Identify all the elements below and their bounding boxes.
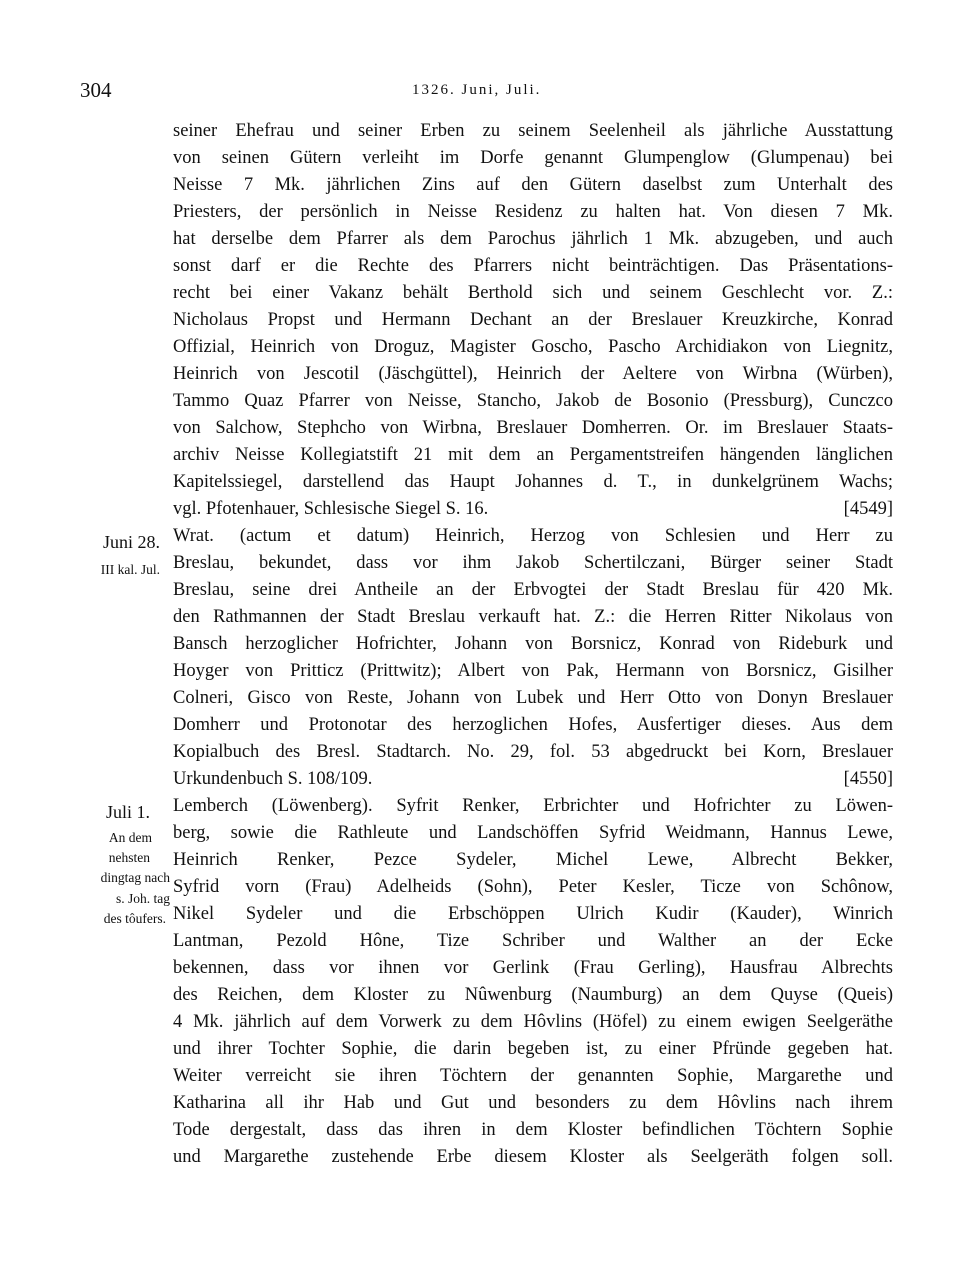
text-line: bekennen, dass vor ihnen vor Gerlink (Frau Gerling), Hausfrau Albrechts	[173, 958, 893, 978]
text-line: Wrat. (actum et datum) Heinrich, Herzog von Schlesien und Herr zu	[173, 526, 893, 546]
text-line-with-ref	[173, 766, 893, 793]
text-line: Domherr und Protonotar des herzoglichen Hofes, Ausfertiger dieses. Aus dem	[173, 715, 893, 735]
text-line: Katharina all ihr Hab und Gut und besonders zu dem Hôvlins nach ihrem	[173, 1093, 893, 1113]
text-line: Heinrich Renker, Pezce Sydeler, Michel Lewe, Albrecht Bekker,	[173, 850, 893, 870]
text-line: und ihrer Tochter Sophie, die darin begeben ist, zu einer Pfründe gegeben hat.	[173, 1039, 893, 1059]
margin-note-line: nehsten	[108, 850, 150, 865]
text-line: archiv Neisse Kollegiatstift 21 mit dem an Pergamentstreifen hängenden länglichen	[173, 445, 893, 465]
text-line: von Salchow, Stephcho von Wirbna, Breslauer Domherren. Or. im Breslauer Staats-	[173, 418, 893, 438]
margin-note-line: dingtag nach	[100, 870, 170, 885]
text-line: 4 Mk. jährlich auf dem Vorwerk zu dem Hôvlins (Höfel) zu einem ewigen Seelgeräthe	[173, 1012, 893, 1032]
text-line: Kopialbuch des Bresl. Stadtarch. No. 29, fol. 53 abgedruckt bei Korn, Breslauer	[173, 742, 893, 762]
document-body	[173, 118, 893, 1171]
margin-note-iii-kal-jul: III kal. Jul.	[100, 562, 160, 577]
text-line: Heinrich von Jescotil (Jäschgüttel), Heinrich der Aeltere von Wirbna (Würben),	[173, 364, 893, 384]
entry-reference-number: [4549]	[843, 499, 893, 519]
text-line: Colneri, Gisco von Reste, Johann von Lubek und Herr Otto von Donyn Breslauer	[173, 688, 893, 708]
text-line: Kapitelssiegel, darstellend das Haupt Johannes d. T., in dunkelgrünem Wachs;	[173, 472, 893, 492]
text-line: Priesters, der persönlich in Neisse Residenz zu halten hat. Von diesen 7 Mk.	[173, 202, 893, 222]
text-line: recht bei einer Vakanz behält Berthold sich und seinem Geschlecht vor. Z.:	[173, 283, 893, 303]
text-line: Tode dergestalt, dass das ihren in dem Kloster befindlichen Töchtern Sophie	[173, 1120, 893, 1140]
text-line: berg, sowie die Rathleute und Landschöffen Syfrid Weidmann, Hannus Lewe,	[173, 823, 893, 843]
margin-note-line: s. Joh. tag	[116, 891, 170, 906]
text-line: Weiter verreicht sie ihren Töchtern der genannten Sophie, Margarethe und	[173, 1066, 893, 1086]
text-line: des Reichen, dem Kloster zu Nûwenburg (Naumburg) an dem Quyse (Queis)	[173, 985, 893, 1005]
text-line: Nicholaus Propst und Hermann Dechant an der Breslauer Kreuzkirche, Konrad	[173, 310, 893, 330]
text-line: Offizial, Heinrich von Droguz, Magister Goscho, Pascho Archidiakon von Liegnitz,	[173, 337, 893, 357]
margin-note-line: An dem	[108, 830, 152, 845]
page-header	[0, 78, 960, 108]
text-line: Hoyger von Pritticz (Prittwitz); Albert von Pak, Hermann von Borsnicz, Gisilher	[173, 661, 893, 681]
running-head: 1326. Juni, Juli.	[412, 82, 542, 98]
margin-date-juli-1: Juli 1.	[105, 802, 150, 822]
text-line: Bansch herzoglicher Hofrichter, Johann von Borsnicz, Konrad von Rideburk und	[173, 634, 893, 654]
text-line: Lemberch (Löwenberg). Syfrit Renker, Erbrichter und Hofrichter zu Löwen-	[173, 796, 893, 816]
text-line: von seinen Gütern verleiht im Dorfe genannt Glumpenglow (Glumpenau) bei	[173, 148, 893, 168]
entry-4550	[173, 523, 893, 793]
entry-reference-number: [4550]	[843, 769, 893, 789]
entry-4549	[173, 118, 893, 523]
text-line-with-ref	[173, 496, 893, 523]
text-line: Tammo Quaz Pfarrer von Neisse, Stancho, Jakob de Bosonio (Pressburg), Cunczco	[173, 391, 893, 411]
text-line: den Rathmannen der Stadt Breslau verkauft hat. Z.: die Herren Ritter Nikolaus von	[173, 607, 893, 627]
text-line: Nikel Sydeler und die Erbschöppen Ulrich Kudir (Kauder), Winrich	[173, 904, 893, 924]
entry-4551	[173, 793, 893, 1171]
text-line: sonst darf er die Rechte des Pfarrers nicht beinträchtigen. Das Präsentations-	[173, 256, 893, 276]
text-line: hat derselbe dem Pfarrer als dem Parochus jährlich 1 Mk. abzugeben, und auch	[173, 229, 893, 249]
text-line: und Margarethe zustehende Erbe diesem Kloster als Seelgeräth folgen soll.	[173, 1147, 893, 1167]
text-line: Breslau, seine drei Antheile an der Erbvogtei der Stadt Breslau für 420 Mk.	[173, 580, 893, 600]
text-line-end: vgl. Pfotenhauer, Schlesische Siegel S. 16.	[173, 499, 489, 519]
text-line-end: Urkundenbuch S. 108/109.	[173, 769, 373, 789]
text-line: Neisse 7 Mk. jährlichen Zins auf den Gütern daselbst zum Unterhalt des	[173, 175, 893, 195]
page-number: 304	[80, 78, 112, 102]
text-line: Lantman, Pezold Hône, Tize Schriber und Walther an der Ecke	[173, 931, 893, 951]
margin-note-line: des tôufers.	[103, 911, 166, 926]
text-line: seiner Ehefrau und seiner Erben zu seinem Seelenheil als jährliche Ausstattung	[173, 121, 893, 141]
text-line: Syfrid vorn (Frau) Adelheids (Sohn), Peter Kesler, Ticze von Schônow,	[173, 877, 893, 897]
margin-date-juni-28: Juni 28.	[102, 532, 160, 552]
text-line: Breslau, bekundet, dass vor ihm Jakob Schertilczani, Bürger seiner Stadt	[173, 553, 893, 573]
